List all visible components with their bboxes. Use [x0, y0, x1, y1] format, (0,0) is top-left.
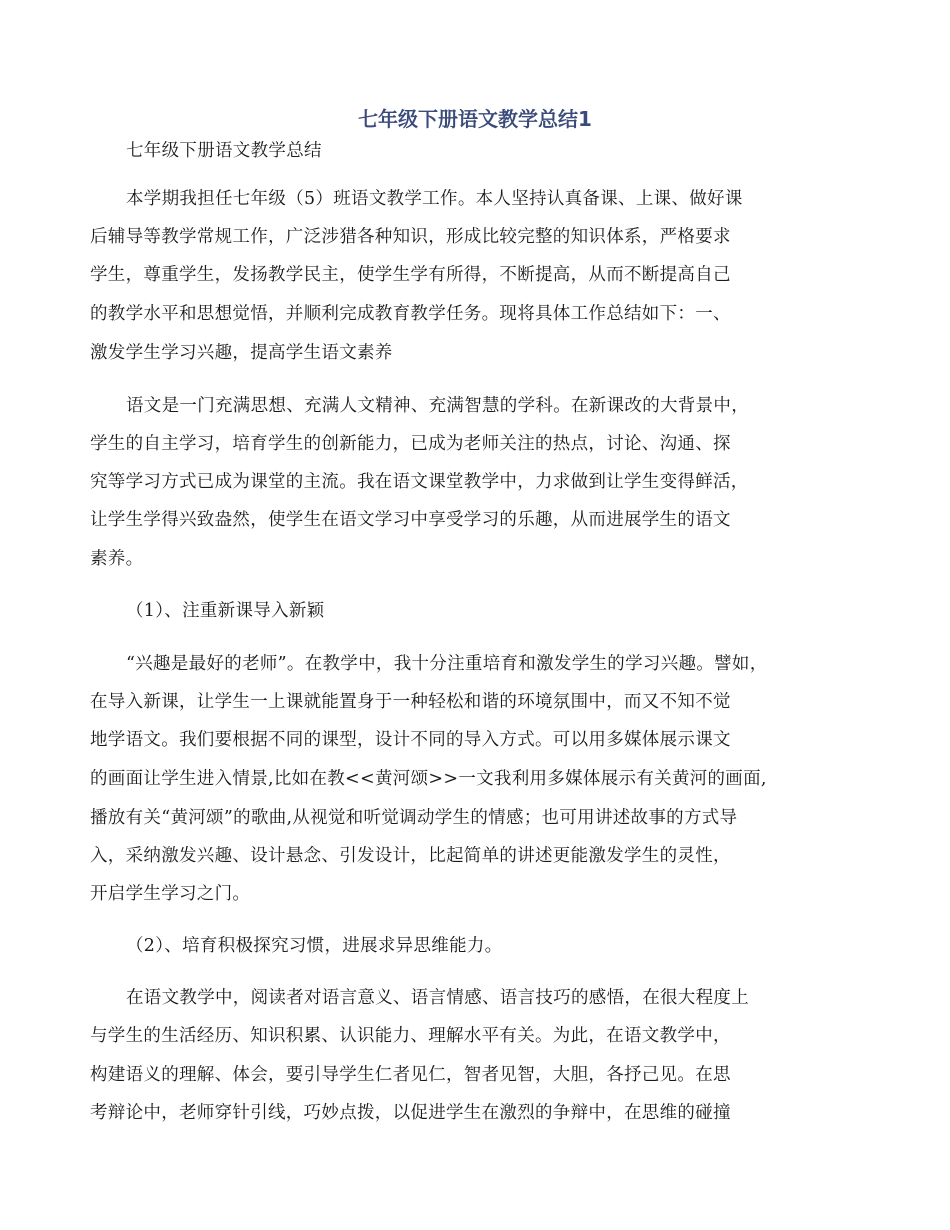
document-title: 七年级下册语文教学总结1 — [358, 107, 592, 131]
section-heading: （2）、培育积极探究习惯，进展求异思维能力。 — [126, 936, 503, 956]
paragraph-line: 素养。 — [90, 549, 144, 569]
section-heading: （1）、注重新课导入新颖 — [126, 601, 325, 621]
paragraph-line: 的教学水平和思想觉悟，并顺利完成教育教学任务。现将具体工作总结如下：一、 — [90, 304, 731, 324]
paragraph-line: 地学语文。我们要根据不同的课型，设计不同的导入方式。可以用多媒体展示课文 — [90, 730, 731, 750]
paragraph-line: “兴趣是最好的老师”。在教学中，我十分注重培育和激发学生的学习兴趣。譬如， — [126, 654, 768, 674]
paragraph-line: 学生，尊重学生，发扬教学民主，使学生学有所得，不断提高，从而不断提高自己 — [90, 265, 731, 285]
paragraph-line: 在语文教学中，阅读者对语言意义、语言情感、语言技巧的感悟，在很大程度上 — [126, 988, 749, 1008]
paragraph-line: 后辅导等教学常规工作，广泛涉猎各种知识，形成比较完整的知识体系，严格要求 — [90, 227, 731, 247]
paragraph-line: 让学生学得兴致盎然，使学生在语文学习中享受学习的乐趣，从而进展学生的语文 — [90, 510, 731, 530]
paragraph-line: 激发学生学习兴趣，提高学生语文素养 — [90, 343, 393, 363]
paragraph-line: 与学生的生活经历、知识积累、认识能力、理解水平有关。为此，在语文教学中， — [90, 1026, 731, 1046]
paragraph-line: 究等学习方式已成为课堂的主流。我在语文课堂教学中，力求做到让学生变得鲜活， — [90, 472, 749, 492]
paragraph-line: 考辩论中，老师穿针引线，巧妙点拨，以促进学生在激烈的争辩中，在思维的碰撞 — [90, 1103, 731, 1123]
paragraph-line: 播放有关“黄河颂”的歌曲,从视觉和听觉调动学生的情感；也可用讲述故事的方式导 — [90, 808, 738, 828]
paragraph-line: 的画面让学生进入情景,比如在教<<黄河颂>>一文我利用多媒体展示有关黄河的画面, — [90, 769, 767, 789]
subtitle-line: 七年级下册语文教学总结 — [126, 141, 322, 161]
paragraph-line: 本学期我担任七年级（5）班语文教学工作。本人坚持认真备课、上课、做好课 — [126, 189, 743, 209]
paragraph-line: 语文是一门充满思想、充满人文精神、充满智慧的学科。在新课改的大背景中， — [126, 396, 749, 416]
paragraph-line: 入，采纳激发兴趣、设计悬念、引发设计，比起简单的讲述更能激发学生的灵性， — [90, 846, 731, 866]
paragraph-line: 学生的自主学习，培育学生的创新能力，已成为老师关注的热点，讨论、沟通、探 — [90, 434, 731, 454]
paragraph-line: 开启学生学习之门。 — [90, 884, 251, 904]
paragraph-line: 构建语义的理解、体会，要引导学生仁者见仁，智者见智，大胆，各抒己见。在思 — [90, 1065, 731, 1085]
paragraph-line: 在导入新课，让学生一上课就能置身于一种轻松和谐的环境氛围中，而又不知不觉 — [90, 692, 731, 712]
